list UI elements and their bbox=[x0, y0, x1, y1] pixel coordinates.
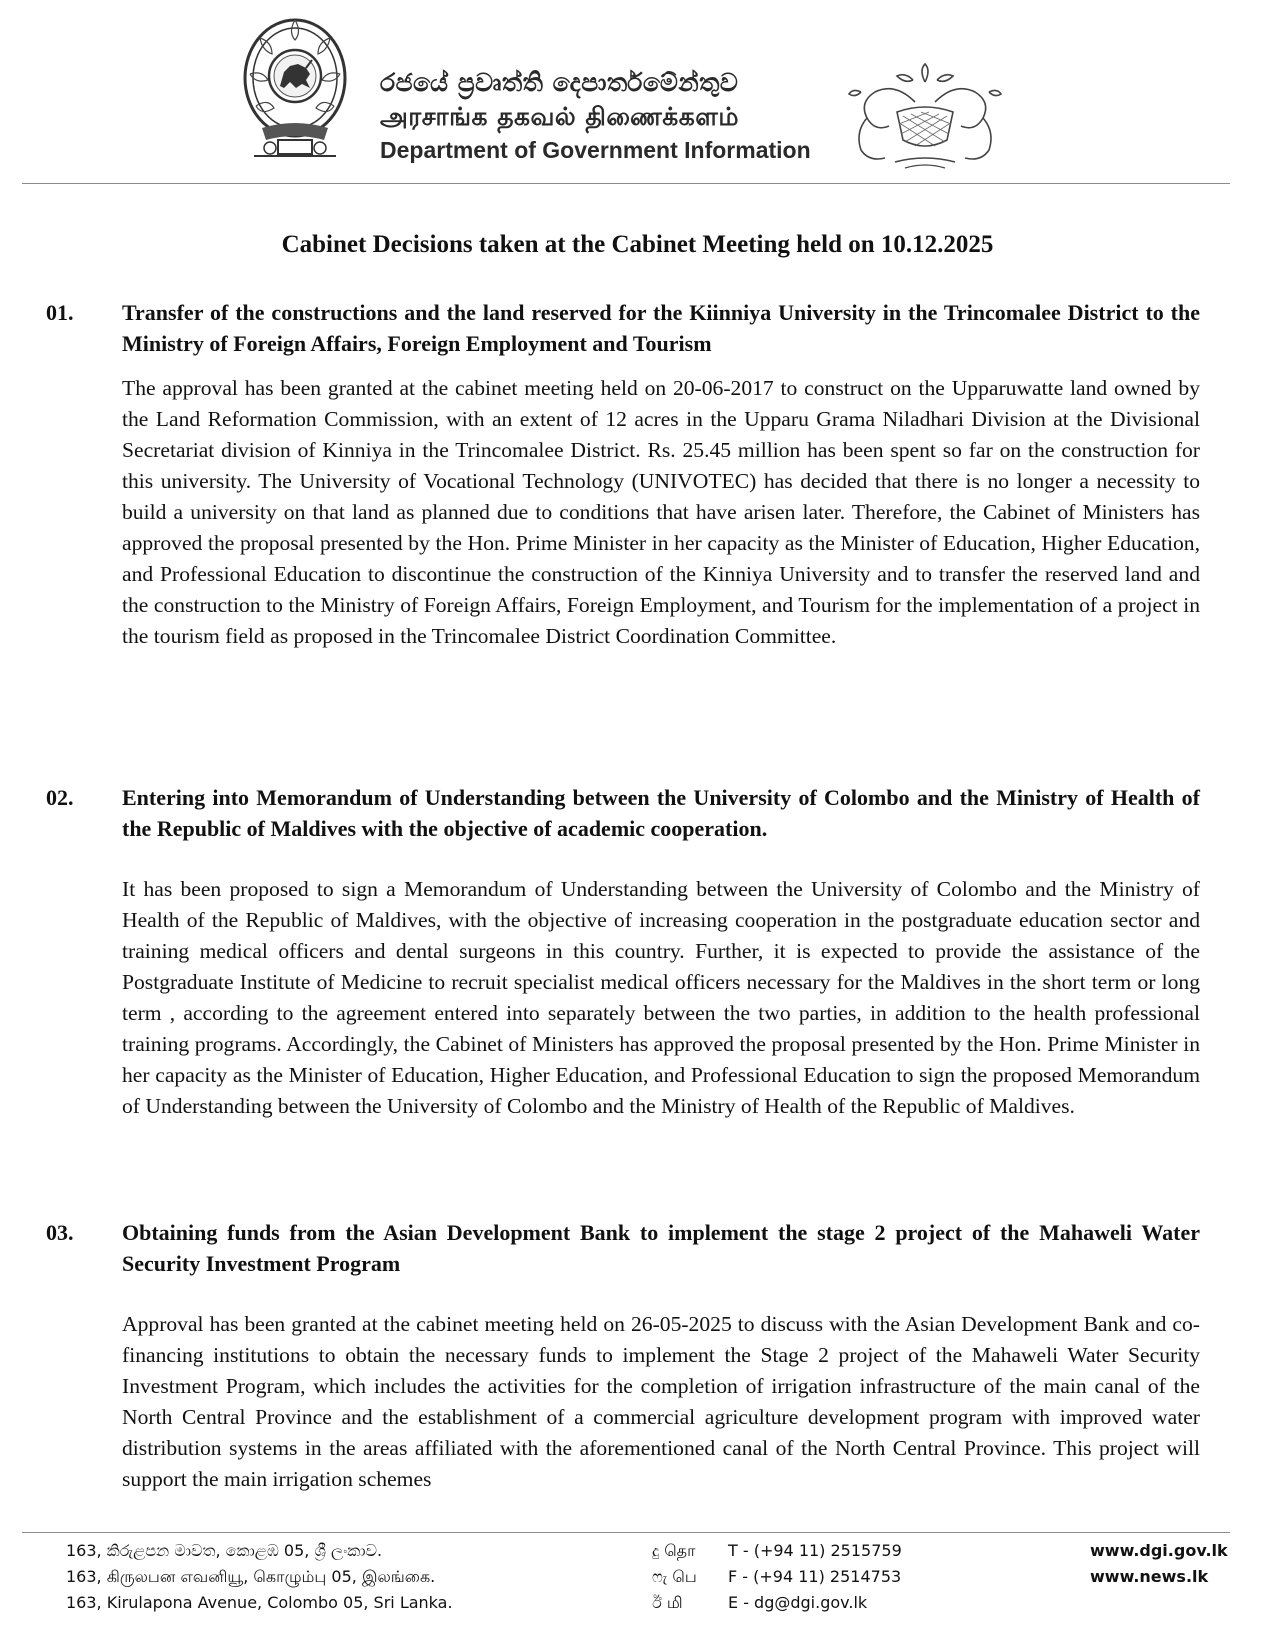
department-names bbox=[380, 66, 840, 166]
email-label-glyphs: ඊ மி bbox=[652, 1593, 683, 1612]
website-link-dgi[interactable]: www.dgi.gov.lk bbox=[1090, 1541, 1228, 1560]
phone-row bbox=[652, 1538, 902, 1564]
phone-label-glyphs: දු தொ bbox=[652, 1541, 696, 1560]
decision-number: 01. bbox=[46, 300, 74, 325]
department-name-english: Department of Government Information bbox=[380, 137, 811, 163]
address-block bbox=[66, 1538, 453, 1616]
department-name-tamil: அரசாங்க தகவல் திணைக்களம் bbox=[380, 102, 739, 131]
decorative-swan-ornament-icon bbox=[845, 62, 1005, 172]
decision-number: 03. bbox=[46, 1220, 74, 1245]
letterhead bbox=[0, 0, 1275, 190]
decision-body: Approval has been granted at the cabinet meeting held on 26-05-2025 to discuss with the Asian Development Bank and co-financing institutions to obtain the necessary funds to implement the Stage 2 project of the Mahaweli Water Security Investment Program, which includes the activities for the completion of irrigation infrastructure of the main canal of the North Central Province and the establishment of a commercial agriculture development program with improved water distribution systems in the areas affiliated with the aforementioned canal of the North Central Province. This project will support the main irrigation schemes bbox=[122, 1312, 1200, 1491]
website-link-news[interactable]: www.news.lk bbox=[1090, 1567, 1209, 1586]
email-row bbox=[652, 1590, 902, 1616]
header-divider bbox=[22, 183, 1230, 184]
address-sinhala: 163, කිරුළපන මාවත, කොළඹ 05, ශ්‍රී ලංකාව. bbox=[66, 1541, 383, 1560]
fax-row bbox=[652, 1564, 902, 1590]
document-title: Cabinet Decisions taken at the Cabinet Meeting held on 10.12.2025 bbox=[281, 231, 994, 258]
address-tamil: 163, கிருலபன எவனியூ, கொழும்பு 05, இலங்கை. bbox=[66, 1567, 436, 1586]
fax-number: F - (+94 11) 2514753 bbox=[728, 1567, 902, 1586]
fax-label-glyphs: ෆැ பெ bbox=[652, 1567, 697, 1586]
phone-number: T - (+94 11) 2515759 bbox=[728, 1541, 902, 1560]
contact-block bbox=[652, 1538, 902, 1616]
footer-divider bbox=[22, 1532, 1230, 1533]
email-address[interactable]: E - dg@dgi.gov.lk bbox=[728, 1593, 868, 1612]
website-block bbox=[1090, 1538, 1228, 1590]
sri-lanka-emblem-icon bbox=[240, 10, 350, 165]
decision-heading: Transfer of the constructions and the land reserved for the Kiinniya University in the Trincomalee District to the Ministry of Foreign Affairs, Foreign Employment and Tourism bbox=[122, 300, 1200, 356]
decision-number: 02. bbox=[46, 785, 74, 810]
department-name-sinhala: රජයේ ප්‍රවෘත්ති දෙපාර්තමේන්තුව bbox=[380, 68, 739, 97]
footer bbox=[0, 1538, 1275, 1648]
address-english: 163, Kirulapona Avenue, Colombo 05, Sri Lanka. bbox=[66, 1593, 453, 1612]
decision-heading: Entering into Memorandum of Understanding between the University of Colombo and the Ministry of Health of the Republic of Maldives with the objective of academic cooperation. bbox=[122, 785, 1200, 841]
decision-body: The approval has been granted at the cabinet meeting held on 20-06-2017 to construct on the Upparuwatte land owned by the Land Reformation Commission, with an extent of 12 acres in the Upparu Grama Niladhari Division at the Divisional Secretariat division of Kinniya in the Trincomalee District. Rs. 25.45 million has been spent so far on the construction for this university. The University of Vocational Technology (UNIVOTEC) has decided that there is no longer a necessity to build a university on that land as planned due to conditions that have arisen later. Therefore, the Cabinet of Ministers has approved the proposal presented by the Hon. Prime Minister in her capacity as the Minister of Education, Higher Education, and Professional Education to discontinue the construction of the Kinniya University and to transfer the reserved land and the construction to the Ministry of Foreign Affairs, Foreign Employment, and Tourism for the implementation of a project in the tourism field as proposed in the Trincomalee District Coordination Committee. bbox=[122, 376, 1200, 648]
decision-heading: Obtaining funds from the Asian Development Bank to implement the stage 2 project of the Mahaweli Water Security Investment Program bbox=[122, 1220, 1200, 1276]
decision-body: It has been proposed to sign a Memorandum of Understanding between the University of Colombo and the Ministry of Health of the Republic of Maldives, with the objective of increasing cooperation in the postgraduate education sector and training medical officers and dental surgeons in this country. Further, it is expected to provide the assistance of the Postgraduate Institute of Medicine to recruit specialist medical officers necessary for the Maldives in the short term or long term , according to the agreement entered into separately between the two parties, in addition to the health professional training programs. Accordingly, the Cabinet of Ministers has approved the proposal presented by the Hon. Prime Minister in her capacity as the Minister of Education, Higher Education, and Professional Education to sign the proposed Memorandum of Understanding between the University of Colombo and the Ministry of Health of the Republic of Maldives. bbox=[122, 877, 1200, 1118]
